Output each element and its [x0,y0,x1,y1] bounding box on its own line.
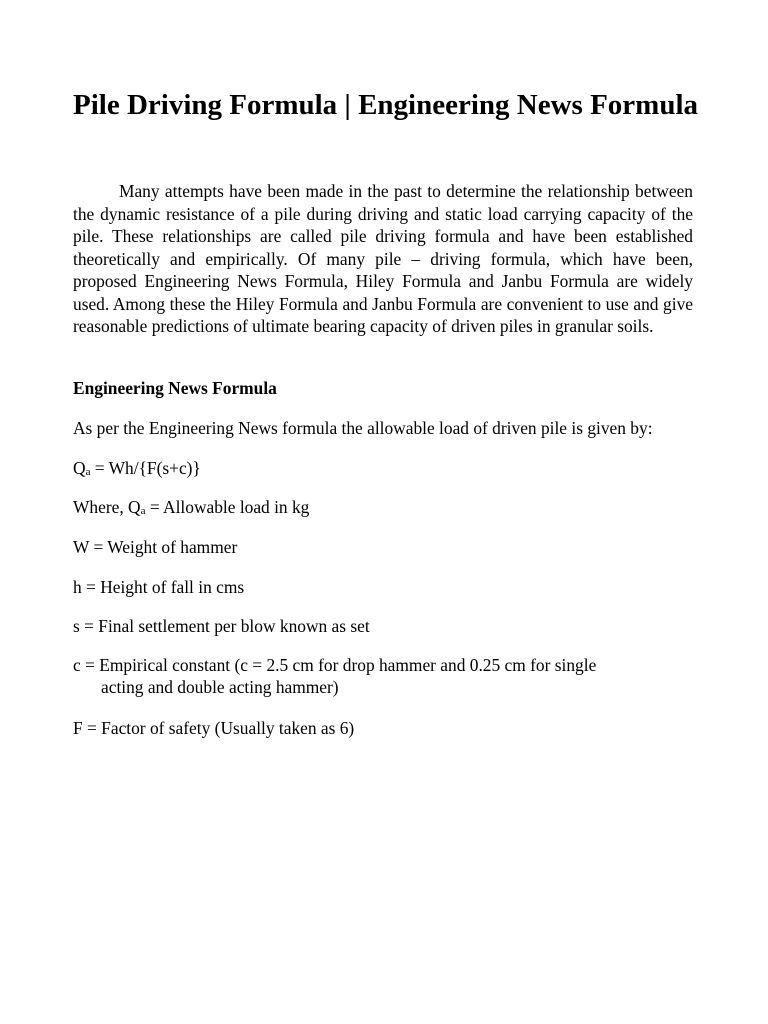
formula-line [73,457,201,483]
definition-c [73,654,673,698]
formula-expression: = Wh/{F(s+c)} [90,458,201,478]
definition-c-line2: acting and double acting hammer) [101,677,339,697]
where-text: = Allowable load in kg [145,497,310,517]
intro-paragraph: Many attempts have been made in the past to determine the relationship between the dynamic resistance of a pile during driving and static load carrying capacity of the pile. These relationships are called pile driving formula and have been established theoretically and empirically. Of many pile – driving formula, which have been, proposed Engineering News Formula, Hiley Formula and Janbu Formula are widely used. Among these the Hiley Formula and Janbu Formula are convenient to use and give reasonable predictions of ultimate bearing capacity of driven piles in granular soils. [73,181,693,336]
formula-symbol: Q [73,458,86,478]
section-heading: Engineering News Formula [73,378,277,398]
definition-h: h = Height of fall in cms [73,577,245,597]
definition-w: W = Weight of hammer [73,537,238,557]
definition-c-line1: c = Empirical constant (c = 2.5 cm for drop hammer and 0.25 cm for single [73,655,597,675]
page-title: Pile Driving Formula | Engineering News Formula [73,89,699,121]
where-subscript: a [140,505,146,517]
definition-s: s = Final settlement per blow known as set [73,616,370,636]
definition-f: F = Factor of safety (Usually taken as 6) [73,718,355,738]
formula-subscript: a [85,466,91,478]
formula-intro: As per the Engineering News formula the allowable load of driven pile is given by: [73,418,653,438]
where-prefix: Where, Q [73,497,141,517]
where-line [73,496,309,522]
